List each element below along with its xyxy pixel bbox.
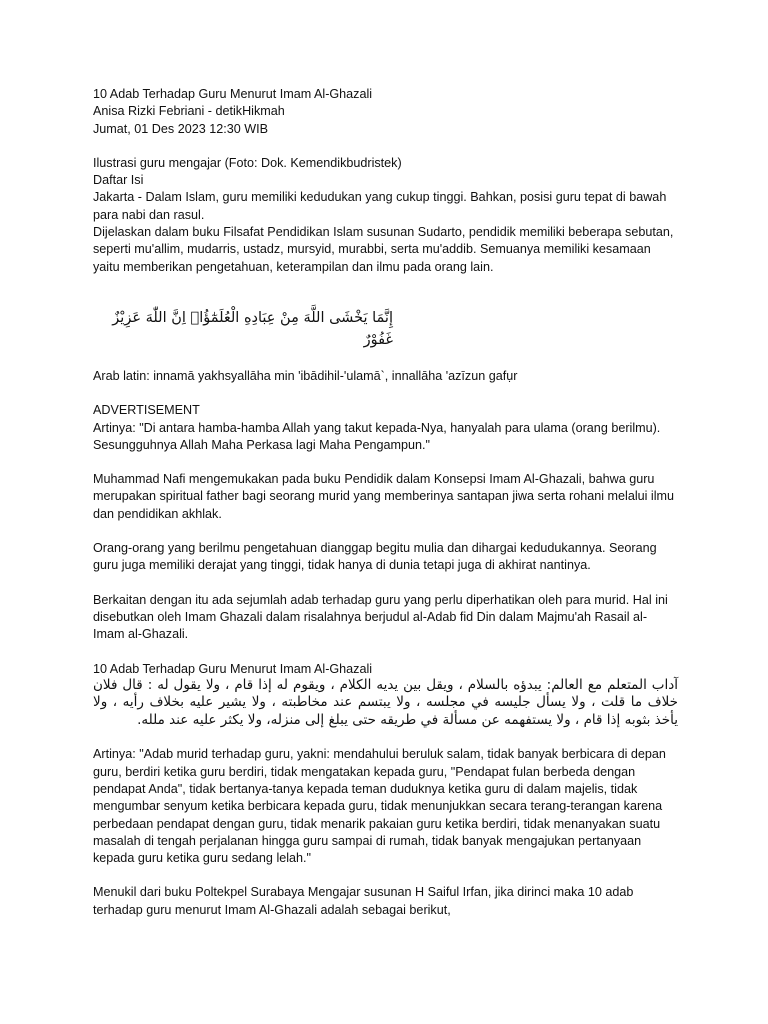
arabic-quote: آداب المتعلم مع العالم: يبدؤه بالسلام ، ويقل بين يديه الكلام ، ويقوم له إذا قام ، ولا يقول له : قال فلان خلاف ما قلت ، ولا يسأل جليسه في مجلسه ، ولا يبتسم عند مخاطبته ، ولا يشير عليه بخلاف رأيه ، ولا يأخذ بثوبه إذا قام ، ولا يستفهمه عن مسألة في طريقه حتى يبلغ إلى منزله، ولا يكثر عليه عند ملله. (93, 676, 678, 728)
body-paragraph-4: Orang-orang yang berilmu pengetahuan dianggap begitu mulia dan dihargai kedudukannya. Seorang guru juga memiliki derajat yang tinggi, tidak hanya di dunia tetapi juga di akhirat nantinya. (93, 541, 657, 573)
body-paragraph-6: Artinya: "Adab murid terhadap guru, yakni: mendahului beruluk salam, tidak banyak berbicara di depan guru, berdiri ketika guru berdiri, tidak mengatakan kepada guru, "Pendapat fulan berbeda dengan pendapat Anda", tidak bertanya-tanya kepada teman duduknya ketika guru di dalam majelis, tidak mengumbar senyum ketika berbicara kepada guru, tidak menunjukkan secara terang-terangan karena perbedaan pendapat dengan guru, tidak menarik pakaian guru ketika berdiri, tidak menanyakan suatu masalah di tengah perjalanan hingga guru sampai di rumah, tidak banyak mengajukan pertanyaan kepada guru ketika guru sedang lelah." (93, 747, 666, 866)
verse-meaning: Artinya: "Di antara hamba-hamba Allah yang takut kepada-Nya, hanyalah para ulama (orang berilmu). Sesungguhnya Allah Maha Perkasa lagi Maha Pengampun." (93, 420, 661, 452)
advertisement-label: ADVERTISEMENT (93, 403, 200, 418)
article-date: Jumat, 01 Des 2023 12:30 WIB (93, 121, 269, 136)
body-paragraph-5: Berkaitan dengan itu ada sejumlah adab terhadap guru yang perlu diperhatikan oleh para murid. Hal ini disebutkan oleh Imam Ghazali dalam risalahnya berjudul al-Adab fid Din dalam Majmu'ah Rasail al-Imam al-Ghazali. (93, 592, 668, 642)
image-caption: Ilustrasi guru mengajar (Foto: Dok. Kemendikbudristek) (93, 155, 402, 170)
body-paragraph-3: Muhammad Nafi mengemukakan pada buku Pendidik dalam Konsepsi Imam Al-Ghazali, bahwa guru merupakan spiritual father bagi seorang murid yang memberinya santapan jiwa serta rohani melalui ilmu dan pendidikan akhlak. (93, 472, 675, 521)
document-page (93, 86, 678, 919)
verse-transliteration: Arab latin: innamā yakhsyallāha min 'ibādihil-'ulamā`, innallāha 'azīzun gafụr (93, 368, 518, 383)
intro-paragraph-1: Jakarta - Dalam Islam, guru memiliki kedudukan yang cukup tinggi. Bahkan, posisi guru tepat di bawah para nabi dan rasul. (93, 190, 667, 222)
intro-paragraph-2: Dijelaskan dalam buku Filsafat Pendidikan Islam susunan Sudarto, pendidik memiliki beberapa sebutan, seperti mu'allim, mudarris, ustadz, mursyid, murabbi, serta mu'addib. Semuanya memiliki kesamaan yaitu memberikan pengetahuan, keterampilan dan ilmu pada orang lain. (93, 225, 674, 274)
body-paragraph-7: Menukil dari buku Poltekpel Surabaya Mengajar susunan H Saiful Irfan, jika dirinci maka 10 adab terhadap guru menurut Imam Al-Ghazali adalah sebagai berikut, (93, 885, 634, 917)
article-author: Anisa Rizki Febriani - detikHikmah (93, 104, 285, 119)
table-of-contents-label: Daftar Isi (93, 173, 144, 188)
section-subheading: 10 Adab Terhadap Guru Menurut Imam Al-Ghazali (93, 661, 373, 676)
article-title: 10 Adab Terhadap Guru Menurut Imam Al-Ghazali (93, 87, 373, 101)
quran-verse-arabic: إِنَّمَا يَخْشَى اللَّهَ مِنْ عِبَادِهِ الْعُلَمٰٓؤُاۗ اِنَّ اللّٰهَ عَزِيْزٌ غَفُوْرٌ (112, 309, 393, 348)
